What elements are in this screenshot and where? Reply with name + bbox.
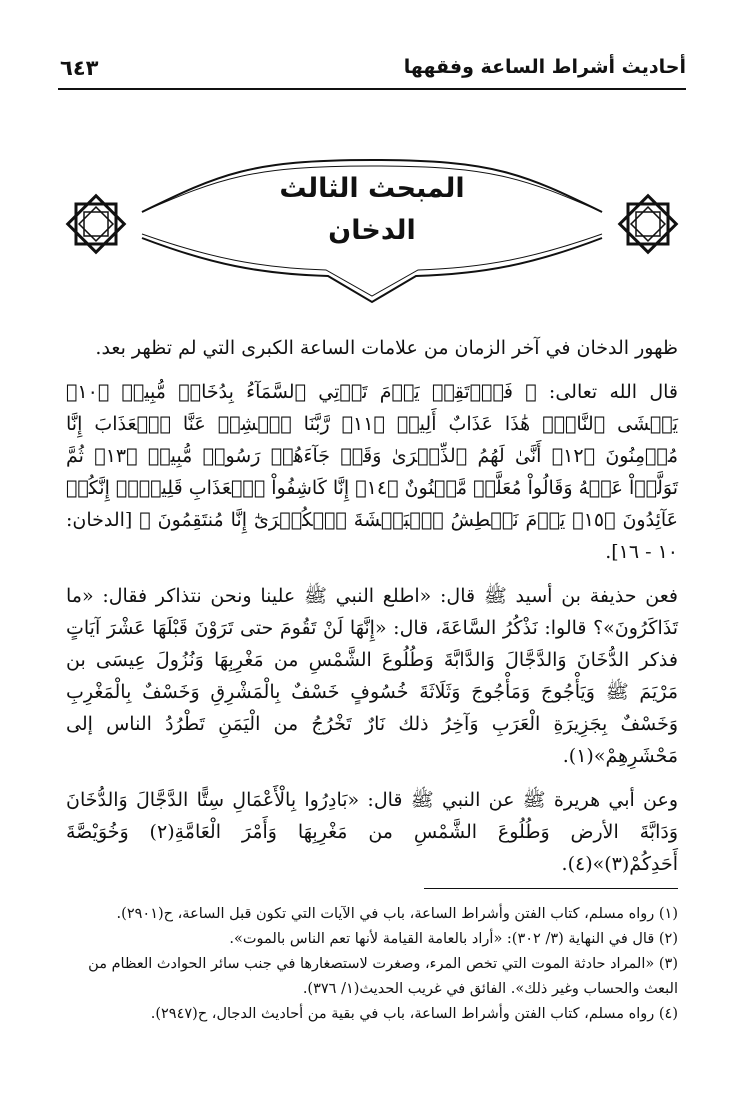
section-title: المبحث الثالث xyxy=(279,173,465,204)
section-subtitle: الدخان xyxy=(328,215,416,246)
running-title: أحاديث أشراط الساعة وفقهها xyxy=(403,56,686,78)
footnote-separator xyxy=(424,888,678,889)
footnote-3: (٣) «المراد حادثة الموت التي تخص المرء، وصغرت لاستصغارها في جنب سائر الحوادث العظام من البعث والحساب وغير ذلك». الفائق في غريب الحديث(١/ ٣٧٦). xyxy=(88,956,678,997)
footnote-1: (١) رواه مسلم، كتاب الفتن وأشراط الساعة، باب في الآيات التي تكون قبل الساعة، ح(٢٩٠١). xyxy=(116,906,678,922)
footnotes xyxy=(58,902,678,1027)
section-heading-frame xyxy=(60,156,684,306)
page-number: ٦٤٣ xyxy=(60,56,99,80)
body-text xyxy=(66,332,678,892)
paragraph-hadith-hudhayfa: فعن حذيفة بن أسيد ﷺ قال: «اطلع النبي ﷺ علينا ونحن نتذاكر فقال: «ما تَذَاكَرُونَ»؟ قالوا: نَذْكُرُ السَّاعَةَ، قال: «إِنَّهَا لَنْ تَقُومَ حتى تَرَوْنَ قَبْلَهَا عَشْرَ آيَاتٍ فذكر الدُّخَانَ وَالدَّجَّالَ وَالدَّابَّةَ وَطُلُوعَ الشَّمْسِ من مَغْرِبِهَا وَنُزُولَ عِيسَى بن مَرْيَمَ ﷺ وَيَأْجُوجَ وَمَأْجُوجَ وَثَلَاثَةَ خُسُوفٍ خَسْفٌ بِالْمَشْرِقِ وَخَسْفٌ بِالْمَغْرِبِ وَخَسْفٌ بِجَزِيرَةِ الْعَرَبِ وَآخِرُ ذلك نَارٌ تَخْرُجُ من الْيَمَنِ تَطْرُدُ الناس إلى مَحْشَرِهِمْ»(١). xyxy=(66,585,678,767)
paragraph-hadith-abu-hurayra: وعن أبي هريرة ﷺ عن النبي ﷺ قال: «بَادِرُوا بِالْأَعْمَالِ سِتًّا الدَّجَّالَ وَالدُّخَانَ وَدَابَّةَ الأرض وَطُلُوعَ الشَّمْسِ من مَغْرِبِهَا وَأَمْرَ الْعَامَّةِ(٢) وَخُوَيْصَّةَ أَحَدِكُمْ(٣)»(٤). xyxy=(66,789,679,875)
footnote-4: (٤) رواه مسلم، كتاب الفتن وأشراط الساعة، باب في بقية من أحاديث الدجال، ح(٢٩٤٧). xyxy=(150,1006,678,1022)
paragraph-quran-verse: قال الله تعالى: ﴿ فَٱرۡتَقِبۡ يَوۡمَ تَأۡتِي ٱلسَّمَآءُ بِدُخَانٖ مُّبِينٖ ﴿١٠﴾ يَغۡشَى ٱلنَّاسَۖ هَٰذَا عَذَابٌ أَلِيمٞ ﴿١١﴾ رَّبَّنَا ٱكۡشِفۡ عَنَّا ٱلۡعَذَابَ إِنَّا مُؤۡمِنُونَ ﴿١٢﴾ أَنَّىٰ لَهُمُ ٱلذِّكۡرَىٰ وَقَدۡ جَآءَهُمۡ رَسُولٞ مُّبِينٞ ﴿١٣﴾ ثُمَّ تَوَلَّوۡاْ عَنۡهُ وَقَالُواْ مُعَلَّمٞ مَّجۡنُونٌ ﴿١٤﴾ إِنَّا كَاشِفُواْ ٱلۡعَذَابِ قَلِيلًاۚ إِنَّكُمۡ عَآئِدُونَ ﴿١٥﴾ يَوۡمَ نَبۡطِشُ ٱلۡبَطۡشَةَ ٱلۡكُبۡرَىٰٓ إِنَّا مُنتَقِمُونَ ﴾ [الدخان: ١٠ - ١٦]. xyxy=(66,381,678,563)
header-rule xyxy=(58,88,686,90)
paragraph-intro: ظهور الدخان في آخر الزمان من علامات الساعة الكبرى التي لم تظهر بعد. xyxy=(95,337,678,359)
section-heading xyxy=(60,168,684,252)
footnote-2: (٢) قال في النهاية (٣/ ٣٠٢): «أراد بالعامة القيامة لأنها تعم الناس بالموت». xyxy=(229,931,678,947)
page-header xyxy=(60,56,686,90)
